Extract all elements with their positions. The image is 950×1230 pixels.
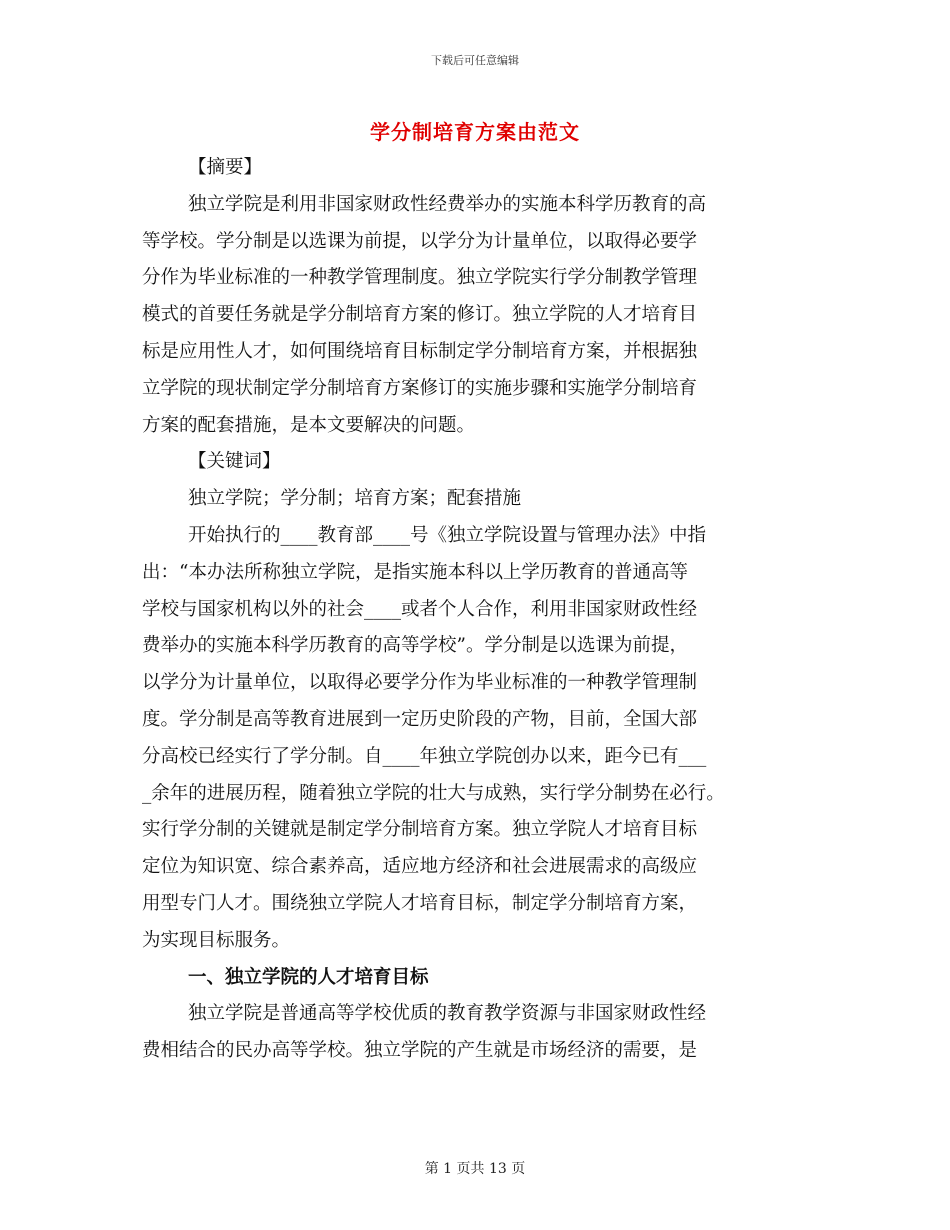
text-line: 独立学院；学分制；培育方案；配套措施 bbox=[188, 488, 522, 510]
text-line: 费举办的实施本科学历教育的高等学校”。学分制是以选课为前提， bbox=[142, 635, 688, 657]
text-line: 学校与国家机构以外的社会____或者个人合作，利用非国家财政性经 bbox=[142, 598, 698, 620]
text-line: 方案的配套措施，是本文要解决的问题。 bbox=[142, 414, 476, 436]
text-line: _余年的进展历程，随着独立学院的壮大与成熟，实行学分制势在必行。 bbox=[142, 782, 725, 804]
text-line: 费相结合的民办高等学校。独立学院的产生就是市场经济的需要，是 bbox=[142, 1040, 698, 1062]
text-line: 模式的首要任务就是学分制培育方案的修订。独立学院的人才培育目 bbox=[142, 304, 698, 326]
text-line: 用型专门人才。围绕独立学院人才培育目标，制定学分制培育方案， bbox=[142, 892, 698, 914]
text-line: 开始执行的____教育部____号《独立学院设置与管理办法》中指 bbox=[188, 524, 707, 546]
text-line: 为实现目标服务。 bbox=[142, 929, 291, 951]
text-line: 立学院的现状制定学分制培育方案修订的实施步骤和实施学分制培育 bbox=[142, 377, 698, 399]
text-line: 以学分为计量单位，以取得必要学分作为毕业标准的一种教学管理制 bbox=[142, 672, 698, 694]
text-line: 度。学分制是高等教育进展到一定历史阶段的产物，目前，全国大部 bbox=[142, 708, 698, 730]
text-line: 定位为知识宽、综合素养高，适应地方经济和社会进展需求的高级应 bbox=[142, 856, 698, 878]
section-heading: 一、独立学院的人才培育目标 bbox=[188, 966, 429, 988]
text-line: 分高校已经实行了学分制。自____年独立学院创办以来，距今已有___ bbox=[142, 745, 707, 767]
text-line: 独立学院是普通高等学校优质的教育教学资源与非国家财政性经 bbox=[188, 1003, 707, 1025]
page-footer: 第 1 页共 13 页 bbox=[424, 1161, 526, 1177]
text-line: 独立学院是利用非国家财政性经费举办的实施本科学历教育的高 bbox=[188, 193, 707, 215]
text-line: 实行学分制的关键就是制定学分制培育方案。独立学院人才培育目标 bbox=[142, 819, 698, 841]
text-line: 等学校。学分制是以选课为前提，以学分为计量单位，以取得必要学 bbox=[142, 230, 698, 252]
page-header: 下载后可任意编辑 bbox=[431, 54, 519, 67]
text-line: 【关键词】 bbox=[188, 451, 281, 473]
document-body bbox=[142, 150, 804, 1070]
text-line: 标是应用性人才，如何围绕培育目标制定学分制培育方案，并根据独 bbox=[142, 340, 698, 362]
text-line: 出：“本办法所称独立学院，是指实施本科以上学历教育的普通高等 bbox=[142, 561, 688, 583]
document-title: 学分制培育方案由范文 bbox=[370, 120, 580, 144]
text-line: 【摘要】 bbox=[188, 157, 263, 178]
text-line: 分作为毕业标准的一种教学管理制度。独立学院实行学分制教学管理 bbox=[142, 267, 698, 289]
